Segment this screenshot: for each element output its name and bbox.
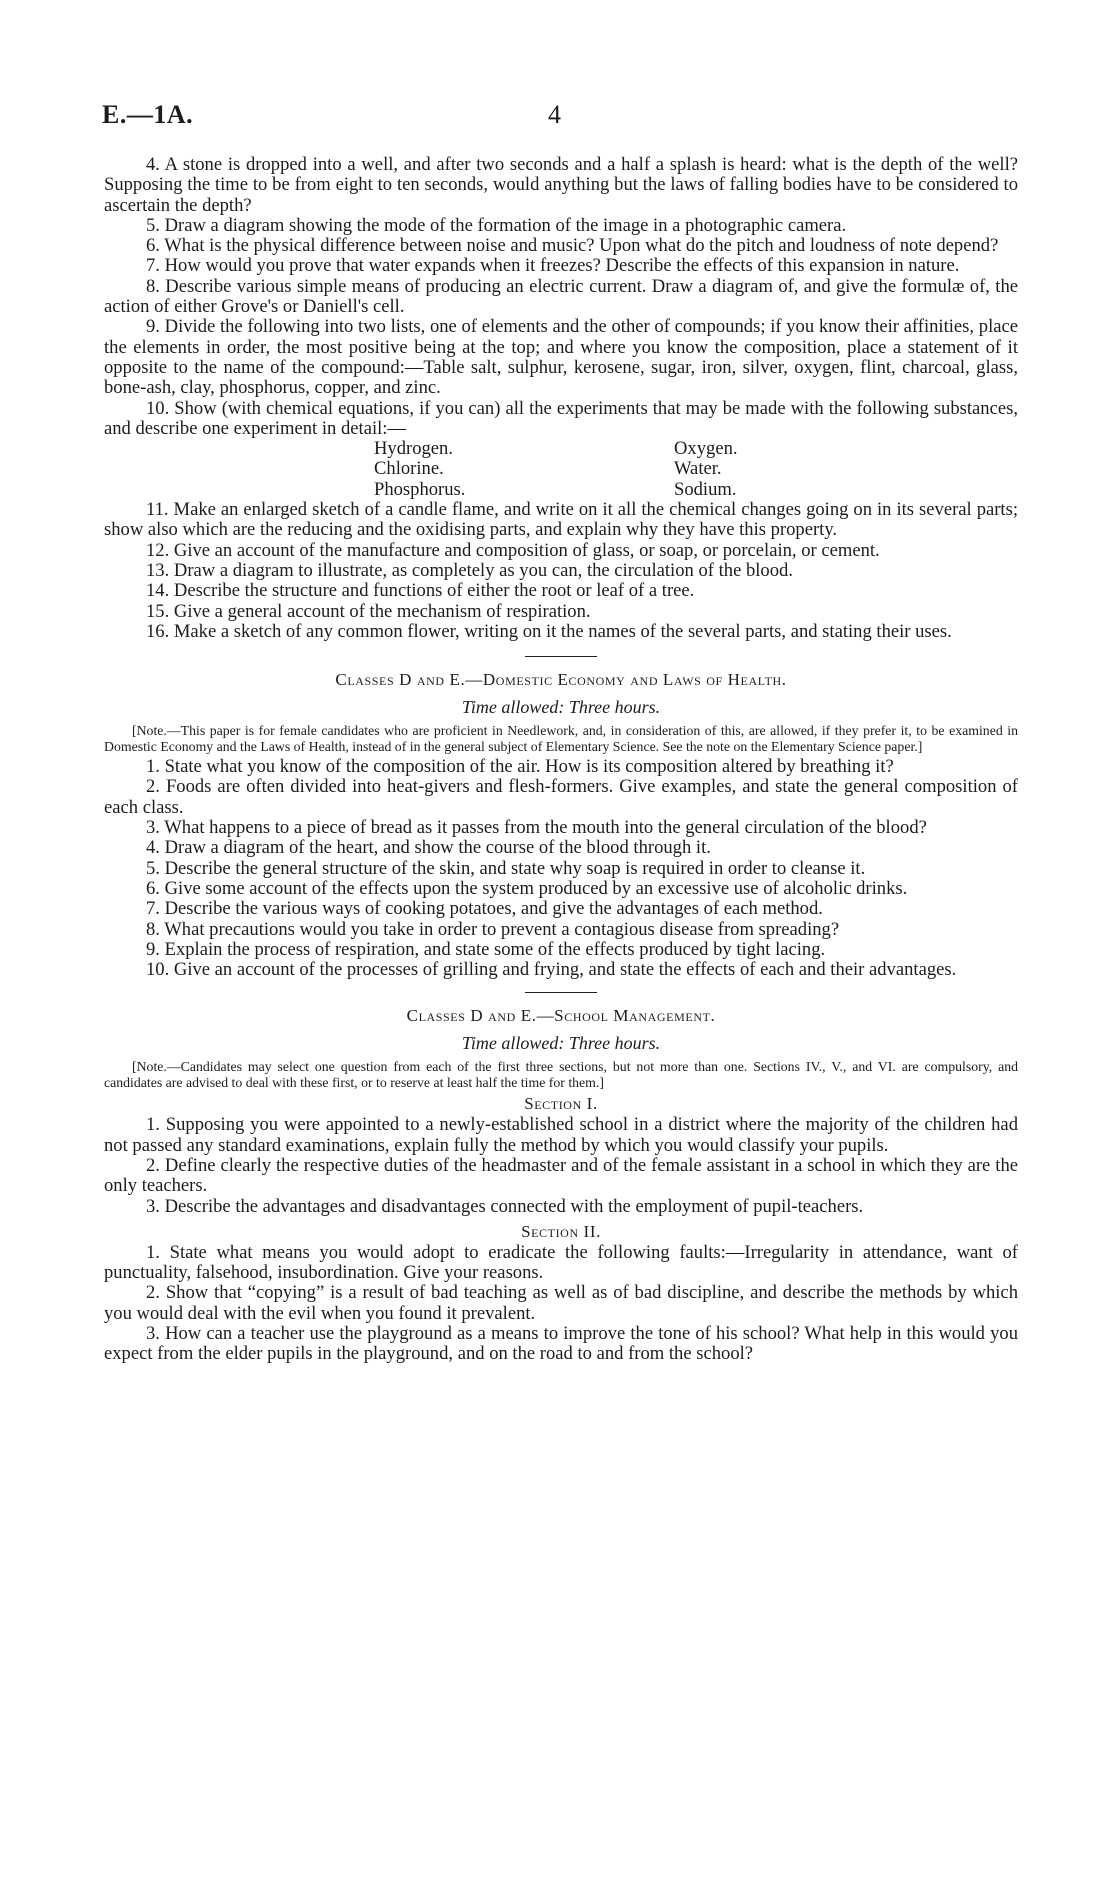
question: 6. What is the physical difference between noise and music? Upon what do the pitch and loudness of note depend? xyxy=(146,235,999,257)
subsection-heading: Section II. xyxy=(521,1221,601,1241)
question: 5. Describe the general structure of the skin, and state why soap is required in order to cleanse it. xyxy=(146,857,866,879)
question: 3. What happens to a piece of bread as it passes from the mouth into the general circulation of the blood? xyxy=(146,817,927,839)
question: 9. Divide the following into two lists, one of elements and the other of compounds; if you know their affinities, place the elements in order, the most positive being at the top; and where you know the composition, place a statement of it opposite to the name of the compound:—Table salt, sulphur, kerosene, sugar, iron, silver, oxygen, flint, charcoal, glass, bone-ash, clay, phosphorus, copper, and zinc. xyxy=(104,316,1018,399)
page-number: 4 xyxy=(548,100,561,129)
substance-item: Sodium. xyxy=(674,478,737,500)
subsection-heading: Section I. xyxy=(524,1094,598,1114)
question: 8. Describe various simple means of producing an electric current. Draw a diagram of, and give the formulæ of, the action of either Grove's or Daniell's cell. xyxy=(104,275,1018,318)
substance-item: Water. xyxy=(674,458,722,480)
section-heading: Classes D and E.—School Management. xyxy=(406,1006,716,1026)
question: 13. Draw a diagram to illustrate, as completely as you can, the circulation of the blood. xyxy=(146,559,793,581)
question: 10. Show (with chemical equations, if you can) all the experiments that may be made with the following substances, and describe one experiment in detail:— xyxy=(104,397,1018,439)
question: 7. How would you prove that water expands when it freezes? Describe the effects of this expansion in nature. xyxy=(146,255,960,277)
substance-item: Oxygen. xyxy=(674,438,738,460)
question: 14. Describe the structure and functions of either the root or leaf of a tree. xyxy=(146,580,695,602)
page-body xyxy=(104,155,1018,1365)
time-allowed: Time allowed: Three hours. xyxy=(461,697,661,718)
question: 3. How can a teacher use the playground as a means to improve the tone of his school? What help in this would you expect from the elder pupils in the playground, and on the road to and from the school? xyxy=(104,1323,1018,1365)
school-management-section xyxy=(104,1005,1018,1364)
section-note: [Note.—Candidates may select one question from each of the first three sections, but not more than one. Sections IV., V., and VI. are compulsory, and candidates are advised to deal with these first, or to reserve at least half the time for them.] xyxy=(104,1059,1018,1091)
question: 16. Make a sketch of any common flower, writing on it the names of the several parts, and stating their uses. xyxy=(146,620,952,642)
question: 2. Show that “copying” is a result of bad teaching as well as of bad discipline, and describe the methods by which you would deal with the evil when you found it prevalent. xyxy=(104,1282,1018,1324)
question: 1. State what means you would adopt to eradicate the following faults:—Irregularity in attendance, want of punctuality, falsehood, insubordination. Give your reasons. xyxy=(104,1241,1018,1284)
substance-item: Hydrogen. xyxy=(374,438,454,460)
question: 3. Describe the advantages and disadvantages connected with the employment of pupil-teachers. xyxy=(146,1195,864,1217)
question: 4. Draw a diagram of the heart, and show the course of the blood through it. xyxy=(146,837,711,859)
substance-item: Chlorine. xyxy=(374,458,444,480)
section-divider xyxy=(525,992,597,993)
substances-list xyxy=(374,439,1018,500)
question: 5. Draw a diagram showing the mode of the formation of the image in a photographic camera. xyxy=(146,214,847,236)
question: 9. Explain the process of respiration, and state some of the effects produced by tight lacing. xyxy=(146,938,826,960)
question: 12. Give an account of the manufacture and composition of glass, or soap, or porcelain, or cement. xyxy=(146,539,880,561)
question: 2. Define clearly the respective duties of the headmaster and of the female assistant in a school in which they are the only teachers. xyxy=(104,1154,1018,1197)
document-code: E.—1A. xyxy=(102,100,194,129)
question: 1. Supposing you were appointed to a newly-established school in a district where the majority of the children had not passed any standard examinations, explain fully the method by which you would classify your pupils. xyxy=(104,1114,1018,1156)
question: 11. Make an enlarged sketch of a candle flame, and write on it all the chemical changes going on in its several parts; show also which are the reducing and the oxidising parts, and explain why they have this property. xyxy=(104,499,1018,541)
question: 1. State what you know of the composition of the air. How is its composition altered by breathing it? xyxy=(146,756,894,778)
question: 6. Give some account of the effects upon the system produced by an excessive use of alcoholic drinks. xyxy=(146,877,908,899)
question: 4. A stone is dropped into a well, and after two seconds and a half a splash is heard: what is the depth of the well? Supposing the time to be from eight to ten seconds, would anything but the laws of falling bodies have to be considered to ascertain the depth? xyxy=(104,154,1018,216)
section-divider xyxy=(525,656,597,657)
substance-item: Phosphorus. xyxy=(374,478,466,500)
question: 2. Foods are often divided into heat-givers and flesh-formers. Give examples, and state the general composition of each class. xyxy=(104,776,1018,818)
question: 7. Describe the various ways of cooking potatoes, and give the advantages of each method. xyxy=(146,898,823,920)
question: 10. Give an account of the processes of grilling and frying, and state the effects of each and their advantages. xyxy=(146,959,957,981)
question: 15. Give a general account of the mechanism of respiration. xyxy=(146,600,591,622)
section-heading: Classes D and E.—Domestic Economy and Laws of Health. xyxy=(335,670,787,690)
question: 8. What precautions would you take in order to prevent a contagious disease from spreading? xyxy=(146,918,840,940)
time-allowed: Time allowed: Three hours. xyxy=(461,1033,661,1054)
science-questions-section xyxy=(104,155,1018,642)
domestic-economy-section xyxy=(104,669,1018,980)
section-note: [Note.—This paper is for female candidates who are proficient in Needlework, and, in consideration of this, are allowed, if they prefer it, to be examined in Domestic Economy and the Laws of Health, instead of in the general subject of Elementary Science. See the note on the Elementary Science paper.] xyxy=(104,723,1018,755)
